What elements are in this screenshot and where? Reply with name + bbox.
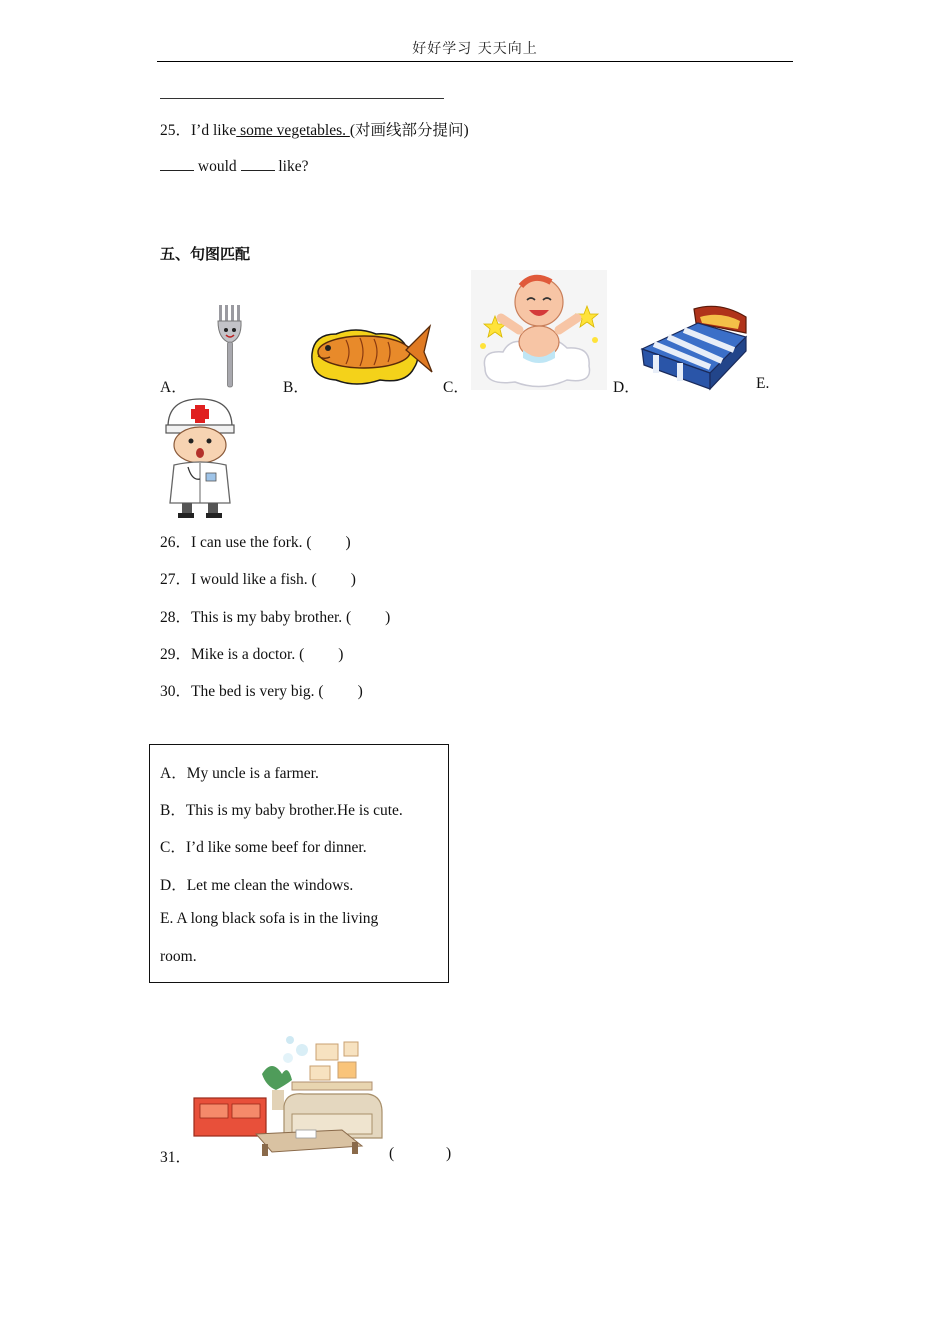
question-26 [160, 530, 351, 552]
question-30 [160, 679, 363, 701]
question-27 [160, 567, 356, 589]
question-31-open-paren: ( [389, 1145, 395, 1162]
question-28 [160, 605, 390, 627]
answer-word-1: would [197, 158, 237, 175]
question-number: 25． [160, 122, 192, 139]
question-number: 26． [160, 534, 192, 551]
answer-blank-1[interactable] [160, 156, 194, 171]
question-text: I’d like [191, 122, 237, 139]
question-29 [160, 642, 343, 664]
bed-icon [640, 303, 750, 391]
question-31-answer-space[interactable] [400, 1143, 440, 1163]
option-b: B．This is my baby brother.He is cute. [160, 802, 403, 819]
option-e-continued: room. [160, 948, 197, 965]
section-title: 五、句图匹配 [160, 245, 251, 263]
close-paren: ) [338, 646, 344, 663]
option-a: A．My uncle is a farmer. [160, 765, 319, 782]
fish-icon [306, 312, 434, 390]
question-31-close-paren: ) [446, 1145, 452, 1162]
image-label-a: A． [160, 379, 187, 396]
answer-blank-2[interactable] [241, 156, 275, 171]
baby-icon [471, 270, 607, 390]
close-paren: ) [357, 683, 363, 700]
image-label-b: B． [283, 379, 309, 396]
question-text: The bed is very big. ( [191, 683, 324, 700]
close-paren: ) [345, 534, 351, 551]
image-label-c: C． [443, 379, 469, 396]
question-number: 29． [160, 646, 192, 663]
question-25-answer [160, 156, 309, 176]
doctor-icon [162, 397, 238, 519]
page-header-title: 好好学习 天天向上 [412, 41, 538, 57]
fork-icon [214, 305, 248, 389]
image-label-e: E. [756, 375, 770, 392]
living-room-icon [192, 1034, 384, 1158]
header-divider [157, 61, 793, 62]
close-paren: ) [385, 609, 391, 626]
question-25 [160, 118, 469, 140]
close-paren: ) [350, 571, 356, 588]
question-number: 27． [160, 571, 192, 588]
option-c: C．I’d like some beef for dinner. [160, 839, 367, 856]
underlined-phrase: some vegetables. [236, 122, 350, 139]
question-text: This is my baby brother. ( [191, 609, 352, 626]
question-number: 28． [160, 609, 192, 626]
question-text: I can use the fork. ( [191, 534, 312, 551]
image-label-d: D． [613, 379, 640, 396]
instruction: (对画线部分提问) [349, 122, 469, 139]
question-text: Mike is a doctor. ( [191, 646, 305, 663]
answer-word-2: like? [278, 158, 309, 175]
answer-line [160, 98, 444, 99]
question-number: 30． [160, 683, 192, 700]
option-d: D．Let me clean the windows. [160, 877, 354, 894]
question-31-number: 31． [160, 1149, 192, 1166]
question-text: I would like a fish. ( [191, 571, 317, 588]
option-e: E. A long black sofa is in the living [160, 910, 379, 927]
